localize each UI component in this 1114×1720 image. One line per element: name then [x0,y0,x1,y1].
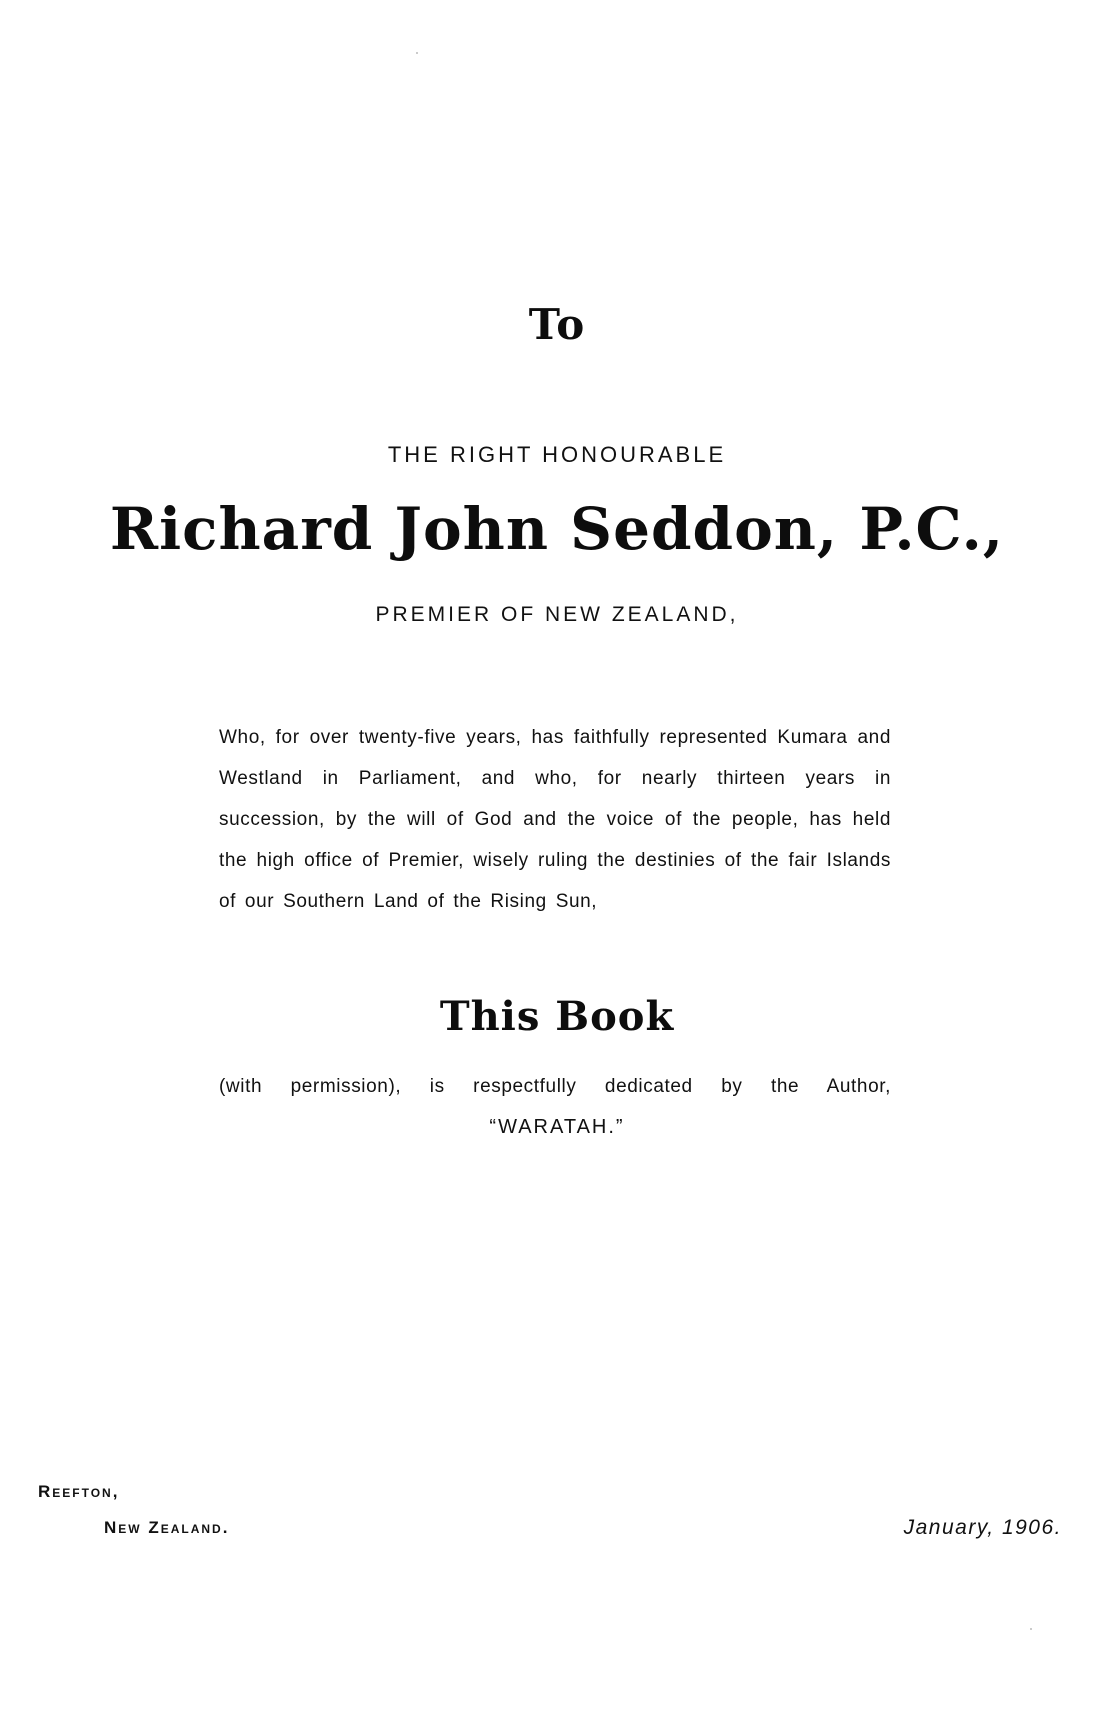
place-country-text: New Zealand. [104,1518,230,1537]
author-signature: “WARATAH.” [489,1116,625,1138]
to-heading: To [528,300,586,349]
dedication-paragraph: Who, for over twenty-five years, has faithfully represented Kumara and Westland in Parliament, and who, for nearly thirteen years in succession, by the will of God and the voice of the people, has held the high office of Premier, wisely ruling the destinies of the fair Islands of our Southern Land of the Rising Sun, [219,727,891,912]
place-town-text: Reefton, [38,1482,120,1501]
place-line-town [38,1482,119,1502]
honourable-title: THE RIGHT HONOURABLE [387,442,727,467]
dedicatee-name: Richard John Seddon, P.C., [109,495,1005,563]
premier-title: PREMIER OF NEW ZEALAND, [375,603,739,626]
page-speck [1030,1628,1032,1630]
page-speck [416,52,418,54]
permission-line: (with permission), is respectfully dedicated by the Author, [219,1076,891,1097]
place-line-country [104,1518,229,1538]
date-line: January, 1906. [903,1516,1062,1539]
book-heading: This Book [439,993,675,1040]
